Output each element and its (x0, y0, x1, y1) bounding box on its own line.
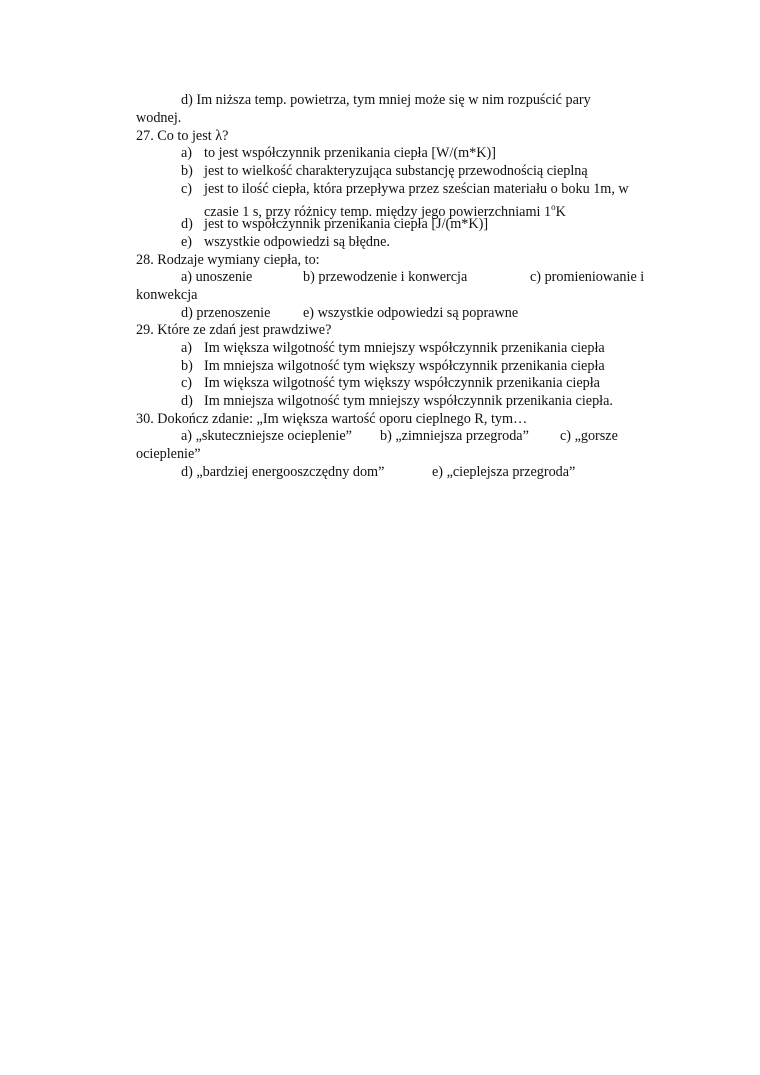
q30-option-a: a) „skuteczniejsze ocieplenie” (181, 428, 352, 444)
q28-option-c-line2: konwekcja (136, 287, 198, 303)
q29-option-a-text: Im większa wilgotność tym mniejszy współczynnik przenikania ciepła (204, 340, 605, 356)
q30-option-c-line1: c) „gorsze (560, 428, 618, 444)
q28-option-e: e) wszystkie odpowiedzi są poprawne (303, 305, 519, 321)
q29-option-b-label: b) (181, 358, 193, 374)
q27-option-e-label: e) (181, 234, 193, 250)
q30-option-e: e) „cieplejsza przegroda” (432, 464, 576, 480)
q27-option-e-text: wszystkie odpowiedzi są błędne. (204, 234, 390, 250)
q26-option-d-line1: d) Im niższa temp. powietrza, tym mniej może się w nim rozpuścić pary (181, 92, 591, 108)
q29-option-b-text: Im mniejsza wilgotność tym większy współczynnik przenikania ciepła (204, 358, 605, 374)
q27-option-a-label: a) (181, 145, 193, 161)
q29-option-d-label: d) (181, 393, 193, 409)
q27-option-d-label: d) (181, 216, 193, 232)
q29-option-a-label: a) (181, 340, 193, 356)
q27-option-c-text-main: czasie 1 s, przy różnicy temp. między jego powierzchniami 1 (204, 204, 552, 220)
q29-option-d-text: Im mniejsza wilgotność tym mniejszy współczynnik przenikania ciepła. (204, 393, 613, 409)
q30-option-b: b) „zimniejsza przegroda” (380, 428, 529, 444)
q29-option-c-label: c) (181, 375, 193, 391)
q26-option-d-line2: wodnej. (136, 110, 182, 126)
q27-kelvin-unit: K (555, 204, 566, 220)
q27-option-c-label: c) (181, 181, 193, 197)
q28-option-a: a) unoszenie (181, 269, 253, 285)
q28-option-c-line1: c) promieniowanie i (530, 269, 645, 285)
q27-option-a-text: to jest współczynnik przenikania ciepła [W/(m*K)] (204, 145, 496, 161)
q30-option-d: d) „bardziej energooszczędny dom” (181, 464, 385, 480)
q30-option-c-line2: ocieplenie” (136, 446, 201, 462)
q28-question: 28. Rodzaje wymiany ciepła, to: (136, 252, 320, 268)
q30-question: 30. Dokończ zdanie: „Im większa wartość oporu cieplnego R, tym… (136, 411, 528, 427)
q27-option-c-text-line1: jest to ilość ciepła, która przepływa przez sześcian materiału o boku 1m, w (204, 181, 629, 197)
q28-option-b: b) przewodzenie i konwercja (303, 269, 468, 285)
q27-option-b-label: b) (181, 163, 193, 179)
q27-option-d-text: jest to współczynnik przenikania ciepła [J/(m*K)] (204, 216, 489, 232)
q27-question: 27. Co to jest λ? (136, 128, 229, 144)
q29-question: 29. Które ze zdań jest prawdziwe? (136, 322, 332, 338)
q27-option-b-text: jest to wielkość charakteryzująca substancję przewodnością cieplną (204, 163, 588, 179)
q28-option-d: d) przenoszenie (181, 305, 271, 321)
q29-option-c-text: Im większa wilgotność tym większy współczynnik przenikania ciepła (204, 375, 600, 391)
q27-degree-superscript: o (551, 202, 556, 212)
